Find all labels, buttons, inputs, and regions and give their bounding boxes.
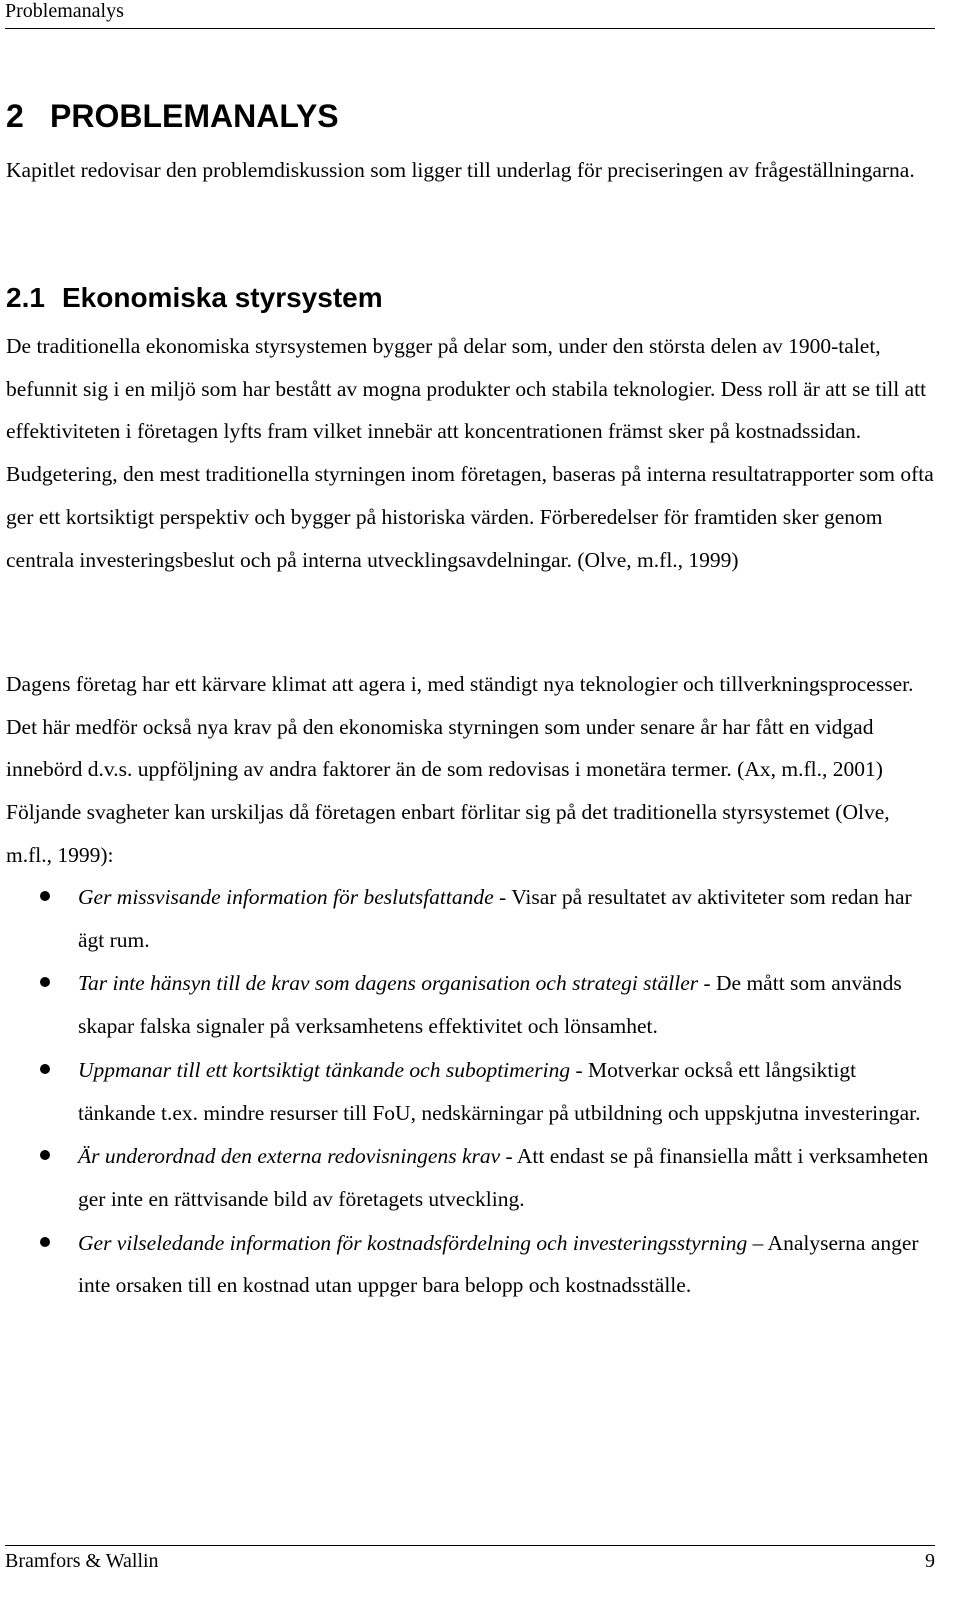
chapter-title: PROBLEMANALYS [50,98,339,134]
list-item [0,1135,935,1220]
bullet-icon [40,977,50,987]
bullet-icon [40,1064,50,1074]
weakness-list [0,876,935,1308]
running-header-title: Problemanalys [5,0,124,22]
list-item-emphasis: Ger missvisande information för beslutsfattande [78,885,494,909]
list-item [0,1049,935,1134]
page-footer [5,1545,935,1573]
list-item-text: Analyserna anger inte orsaken till en kostnad utan uppger bara belopp och kostnadsställe. [78,1230,919,1298]
list-item-text: - Att endast se på finansiella mått i verksamheten ger inte en rättvisande bild av företagets utveckling. [78,1144,929,1211]
section-number: 2.1 [6,282,45,313]
bullet-icon [40,1237,50,1247]
list-item-text: - De mått som används skapar falska signaler på verksamhetens effektivitet och lönsamhet. [78,971,902,1039]
paragraph-2: Dagens företag har ett kärvare klimat att agera i, med ständigt nya teknologier och tillverkningsprocesser. Det här medför också nya krav på den ekonomiska styrningen som under senare år har fått en vidgad innebörd d.v.s. uppföljning av andra faktorer än de som redovisas i monetära termer. (Ax, m.fl., 2001) Följande svagheter kan urskiljas då företagen enbart förlitar sig på det traditionella styrsystemet (Olve, m.fl., 1999): [6,672,914,867]
footer-authors: Bramfors & Wallin [5,1550,159,1572]
list-item-text: - Motverkar också ett långsiktigt tänkande t.ex. mindre resurser till FoU, nedskärningar på utbildning och uppskjutna investeringar. [78,1057,921,1125]
chapter-heading [6,96,339,136]
list-item-emphasis: Tar inte hänsyn till de krav som dagens organisation och strategi ställer [78,971,699,996]
list-item-emphasis: Är underordnad den externa redovisningens krav [78,1144,501,1169]
section-heading [6,280,383,316]
bullet-icon [40,1150,50,1160]
bullet-icon [40,891,50,901]
list-item [0,1222,935,1307]
running-header [5,0,935,29]
chapter-intro: Kapitlet redovisar den problemdiskussion som ligger till underlag för preciseringen av frågeställningarna. [6,158,915,182]
paragraph-1: De traditionella ekonomiska styrsystemen bygger på delar som, under den största delen av 1900-talet, befunnit sig i en miljö som har bestått av mogna produkter och stabila teknologier. Dess roll är att se till att effektiviteten i företagen lyfts fram vilket innebär att koncentrationen främst sker på kostnadssidan. Budgetering, den mest traditionella styrningen inom företagen, baseras på interna resultatrapporter som ofta ger ett kortsiktigt perspektiv och bygger på historiska värden. Förberedelser för framtiden sker genom centrala investeringsbeslut och på interna utvecklingsavdelningar. (Olve, m.fl., 1999) [6,334,934,572]
list-item-emphasis: Uppmanar till ett kortsiktigt tänkande och suboptimering [78,1057,571,1082]
page-number: 9 [925,1550,935,1572]
list-item [0,876,935,961]
section-title: Ekonomiska styrsystem [62,282,383,313]
list-item [0,962,935,1047]
chapter-number: 2 [6,98,24,134]
list-item-text: - Visar på resultatet av aktiviteter som redan har ägt rum. [78,885,912,952]
list-item-emphasis: Ger vilseledande information för kostnadsfördelning och investeringsstyrning – [78,1230,764,1255]
